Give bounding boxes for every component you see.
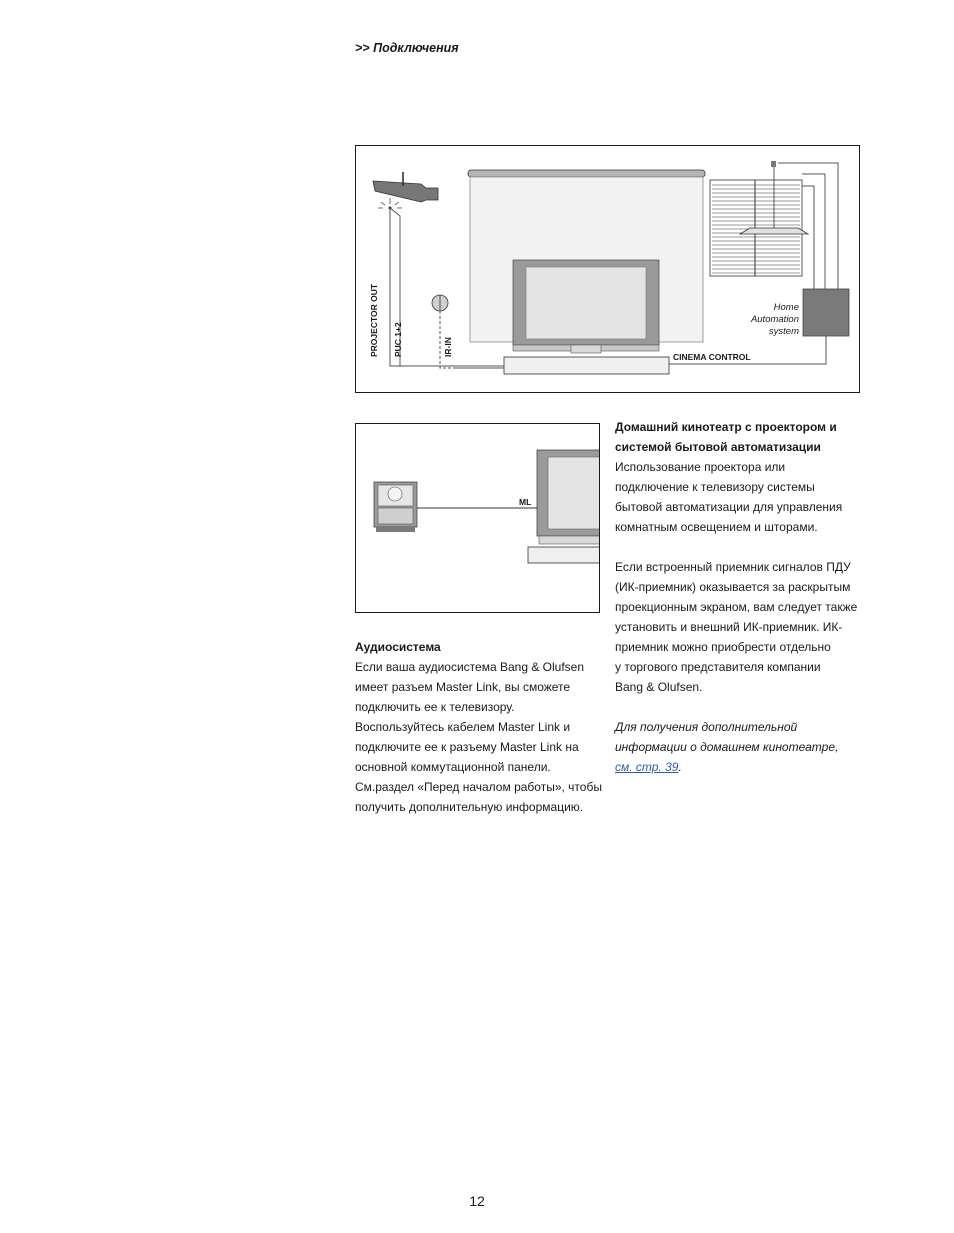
- tv-stand-neck: [571, 345, 601, 353]
- audio-line: получить дополнительную информацию.: [355, 800, 584, 814]
- audio-line: подключить ее к телевизору.: [355, 700, 515, 714]
- page-39-link[interactable]: см. стр. 39: [615, 760, 679, 774]
- tv-stand: [528, 547, 599, 563]
- para2-line: установить и внешний ИК-приемник. ИК-: [615, 620, 843, 634]
- cinema-control-label: CINEMA CONTROL: [673, 352, 751, 362]
- audio-line: См.раздел «Перед началом работы», чтобы: [355, 780, 602, 794]
- tv-stand: [504, 357, 669, 374]
- ceiling-light-mount: [771, 161, 776, 167]
- para1-line: бытовой автоматизации для управления: [615, 500, 843, 514]
- audio-line: имеет разъем Master Link, вы сможете: [355, 680, 571, 694]
- ir-in-label: IR-IN: [443, 337, 453, 357]
- cinema-heading-1: Домашний кинотеатр с проектором и: [615, 420, 837, 434]
- para1-line: Использование проектора или: [615, 460, 786, 474]
- para1-line: комнатным освещением и шторами.: [615, 520, 818, 534]
- left-column: [355, 637, 605, 817]
- audio-line: основной коммутационной панели.: [355, 760, 551, 774]
- tv-screen: [548, 457, 599, 529]
- breadcrumb: >> Подключения: [355, 41, 459, 55]
- puc-label: PUC 1+2: [393, 322, 403, 357]
- cinema-diagram: [355, 145, 860, 393]
- para2-line: приемник можно приобрести отдельно: [615, 640, 831, 654]
- page-number: 12: [469, 1193, 485, 1209]
- para2-line: Если встроенный приемник сигналов ПДУ: [615, 560, 851, 574]
- audio-line: подключите ее к разъему Master Link на: [355, 740, 579, 754]
- screen-roller: [468, 170, 705, 177]
- tv-screen: [526, 267, 646, 339]
- home-automation-label-3: system: [768, 326, 799, 337]
- para2-line: Bang & Olufsen.: [615, 680, 703, 694]
- para2-line: (ИК-приемник) оказывается за раскрытым: [615, 580, 851, 594]
- right-column: [615, 417, 870, 777]
- home-automation-label-2: Automation: [750, 314, 799, 325]
- home-automation-box: [803, 289, 849, 336]
- projector: [373, 181, 438, 202]
- cinema-heading-2: системой бытовой автоматизации: [615, 440, 821, 454]
- note-end: .: [678, 760, 682, 774]
- para2-line: у торгового представителя компании: [615, 660, 821, 674]
- audio-heading: Аудиосистема: [355, 640, 441, 654]
- audio-line: Воспользуйтесь кабелем Master Link и: [355, 720, 571, 734]
- projector-out-label: PROJECTOR OUT: [369, 283, 379, 357]
- home-automation-label-1: Home: [773, 302, 799, 313]
- note-line: информации о домашнем кинотеатре,: [615, 740, 839, 754]
- note-link-line: [615, 757, 870, 777]
- para1-line: подключение к телевизору системы: [615, 480, 815, 494]
- audio-diagram: [355, 423, 600, 613]
- audio-line: Если ваша аудиосистема Bang & Olufsen: [355, 660, 585, 674]
- para2-line: проекционным экраном, вам следует также: [615, 600, 858, 614]
- note-line: Для получения дополнительной: [615, 720, 798, 734]
- ceiling-lamp: [740, 228, 808, 234]
- ml-label: ML: [519, 497, 532, 507]
